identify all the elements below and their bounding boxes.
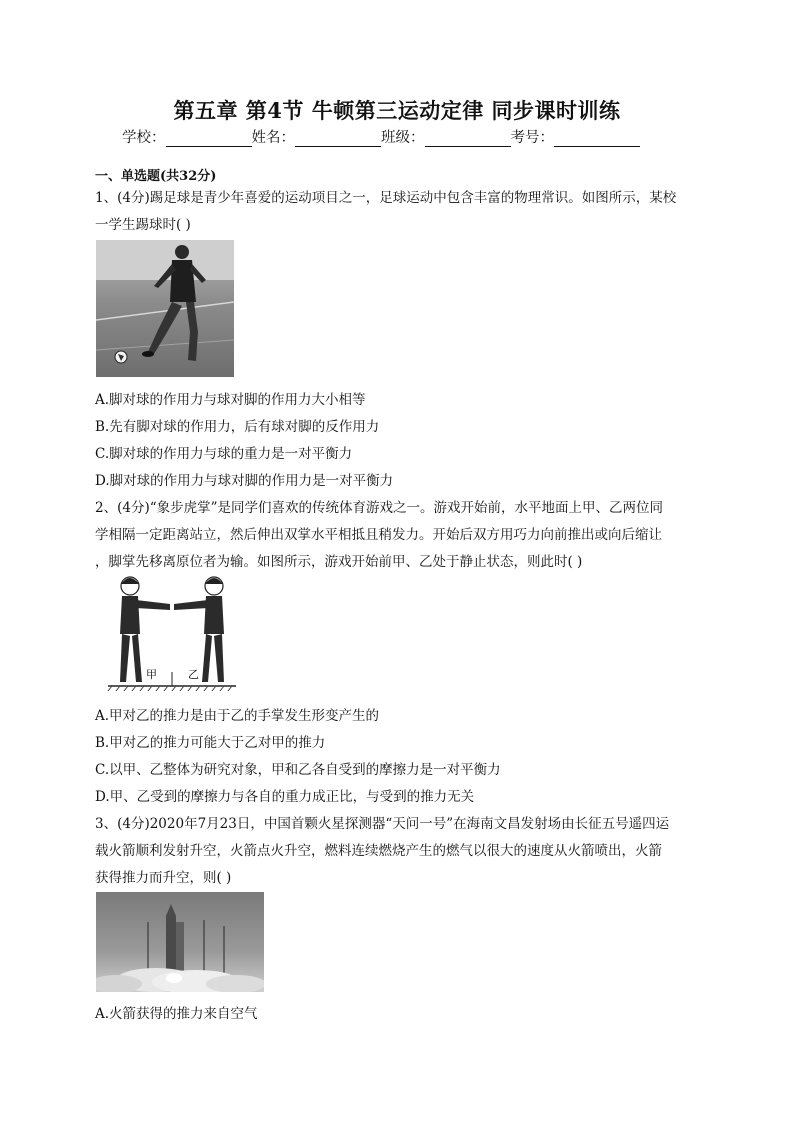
question-1-stem-line-1: 1、(4分)踢足球是青少年喜爱的运动项目之一，足球运动中包含丰富的物理常识。如图所示，某校 — [95, 190, 677, 206]
question-2-option-a: A.甲对乙的推力是由于乙的手掌发生形变产生的 — [95, 708, 380, 724]
soccer-kick-photo-icon — [96, 240, 234, 377]
label-jia: 甲 — [146, 668, 157, 681]
question-2-stem-line-3: ，脚掌先移离原位者为输。如图所示，游戏开始前甲、乙处于静止状态，则此时( ) — [95, 554, 583, 570]
question-3-stem-line-2: 载火箭顺利发射升空，火箭点火升空，燃料连续燃烧产生的燃气以很大的速度从火箭喷出，火箭 — [95, 843, 662, 859]
class-blank — [425, 132, 511, 147]
question-2-option-c: C.以甲、乙整体为研究对象，甲和乙各自受到的摩擦力是一对平衡力 — [95, 762, 501, 778]
name-blank — [295, 132, 381, 147]
question-1-option-a: A.脚对球的作用力与球对脚的作用力大小相等 — [95, 392, 366, 408]
question-3-option-a: A.火箭获得的推力来自空气 — [95, 1006, 258, 1022]
school-label: 学校： — [122, 130, 166, 146]
class-label: 班级： — [381, 130, 425, 146]
school-blank — [166, 132, 252, 147]
question-1-option-c: C.脚对球的作用力与球的重力是一对平衡力 — [95, 446, 353, 462]
exam-no-label: 考号： — [510, 130, 554, 146]
question-2-stem-line-1: 2、(4分)“象步虎掌”是同学们喜欢的传统体育游戏之一。游戏开始前，水平地面上甲、乙两位同 — [95, 500, 664, 516]
question-1-option-b: B.先有脚对球的作用力，后有球对脚的反作用力 — [95, 419, 380, 435]
name-label: 姓名： — [251, 130, 295, 146]
student-info-line — [122, 126, 640, 147]
two-students-pushing-diagram-icon — [106, 574, 238, 692]
question-2-stem-line-2: 学相隔一定距离站立，然后伸出双掌水平相抵且稍发力。开始后双方用巧力向前推出或向后缩让 — [95, 527, 662, 543]
question-3-stem-line-3: 获得推力而升空，则( ) — [95, 870, 232, 886]
page-title: 第五章 第4节 牛顿第三运动定律 同步课时训练 — [173, 98, 621, 123]
rocket-launch-photo-icon — [96, 892, 264, 992]
exam-no-blank — [554, 132, 640, 147]
question-1-stem-line-2: 一学生踢球时( ) — [95, 217, 191, 233]
question-2-option-d: D.甲、乙受到的摩擦力与各自的重力成正比，与受到的推力无关 — [95, 789, 475, 805]
question-1-option-d: D.脚对球的作用力与球对脚的作用力是一对平衡力 — [95, 473, 394, 489]
section-heading: 一、单选题(共32分) — [95, 169, 217, 184]
label-yi: 乙 — [188, 668, 199, 681]
question-3-stem-line-1: 3、(4分)2020年7月23日，中国首颗火星探测器“天问一号”在海南文昌发射场由长征五号遥四运 — [95, 816, 670, 832]
question-2-option-b: B.甲对乙的推力可能大于乙对甲的推力 — [95, 735, 326, 751]
